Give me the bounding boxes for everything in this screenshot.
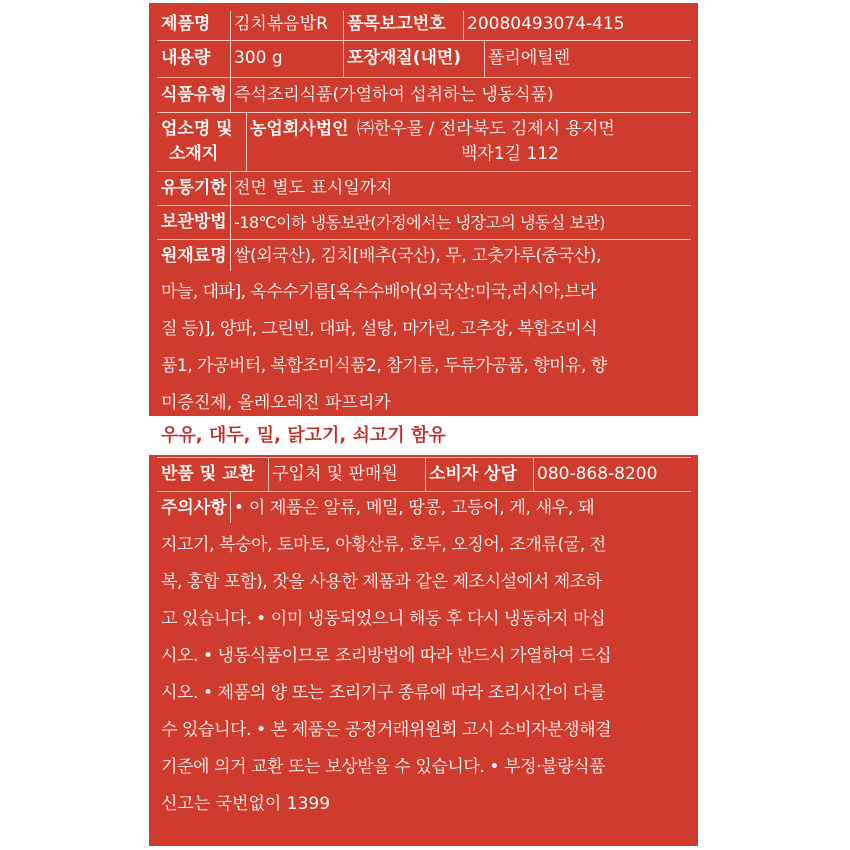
packaging-label: 포장재질(내면) [347,48,462,68]
expiry: 전면 별도 표시일까지 [234,178,393,198]
caution-line-2: 지고기, 복숭아, 토마토, 아황산류, 호두, 오징어, 조개류(굴, 전 [161,535,606,555]
row-product-name [157,11,691,41]
caution-line-6: 시오. • 제품의 양 또는 조리기구 종류에 따라 조리시간이 다를 [161,683,606,703]
return-place: 구입처 및 판매원 [272,464,398,484]
ingredients-line-2: 마늘, 대파], 옥수수기름[옥수수배아(외국산:미국,러시아,브라 [161,282,597,302]
ingredients-line-5: 미증진제, 올레오레진 파프리카 [161,393,391,413]
volume: 300 g [234,48,283,68]
caution-label: 주의사항 [161,498,227,518]
row-ingredients [157,240,691,420]
product-name: 김치볶음밥R [234,14,328,34]
caution-line-4: 고 있습니다. • 이미 냉동되었으니 해동 후 다시 냉동하지 마십 [161,609,606,629]
storage: -18℃이하 냉동보관(가정에서는 냉장고의 냉동실 보관) [234,213,606,232]
caution-line-3: 복, 홍합 포함), 잣을 사용한 제품과 같은 제조시설에서 제조하 [161,572,602,592]
consumer-label: 소비자 상담 [429,464,518,484]
maker-label-2: 소재지 [169,144,219,164]
product-name-label: 제품명 [161,14,211,34]
row-expiry [157,172,691,206]
row-food-type [157,78,691,113]
maker-address-line-1: ㈜한우물 / 전라북도 김제시 용지면 [357,119,615,139]
row-volume [157,41,691,78]
row-caution [157,492,691,842]
caution-line-9: 신고는 국번없이 1399 [161,794,331,814]
expiry-label: 유통기한 [161,178,227,198]
row-maker [157,113,691,172]
storage-label: 보관방법 [161,212,227,232]
maker-label-1: 업소명 및 [161,119,233,139]
consumer-phone: 080-868-8200 [537,464,658,484]
ingredients-line-1: 쌀(외국산), 김치[배추(국산), 무, 고춧가루(중국산), [234,246,602,266]
allergen-band [149,416,698,455]
packaging: 폴리에틸렌 [488,48,571,68]
allergens: 우유, 대두, 밀, 닭고기, 쇠고기 함유 [161,425,446,446]
row-return [157,457,691,492]
caution-line-7: 수 있습니다. • 본 제품은 공정거래위원회 고시 소비자분쟁해결 [161,720,612,740]
food-type-label: 식품유형 [161,85,227,105]
return-label: 반품 및 교환 [161,464,255,484]
volume-label: 내용량 [161,48,211,68]
report-no: 20080493074-415 [467,14,625,34]
caution-line-5: 시오. • 냉동식품이므로 조리방법에 따라 반드시 가열하여 드십 [161,646,612,666]
food-type: 즉석조리식품(가열하여 섭취하는 냉동식품) [234,85,554,105]
report-no-label: 품목보고번호 [347,14,446,34]
ingredients-line-4: 품1, 가공버터, 복합조미식품2, 참기름, 두류가공품, 향미유, 향 [161,356,607,376]
caution-line-8: 기준에 의거 교환 또는 보상받을 수 있습니다. • 부정·불량식품 [161,757,606,777]
ingredients-label: 원재료명 [161,246,227,266]
ingredients-line-3: 질 등)], 양파, 그린빈, 대파, 설탕, 마가린, 고추장, 복합조미식 [161,319,598,339]
caution-line-1: • 이 제품은 알류, 메밀, 땅콩, 고등어, 게, 새우, 돼 [234,498,595,518]
maker-name: 농업회사법인 [250,119,349,139]
maker-address-line-2: 백자1길 112 [461,144,559,164]
food-label-panel [149,3,698,846]
row-storage [157,206,691,240]
